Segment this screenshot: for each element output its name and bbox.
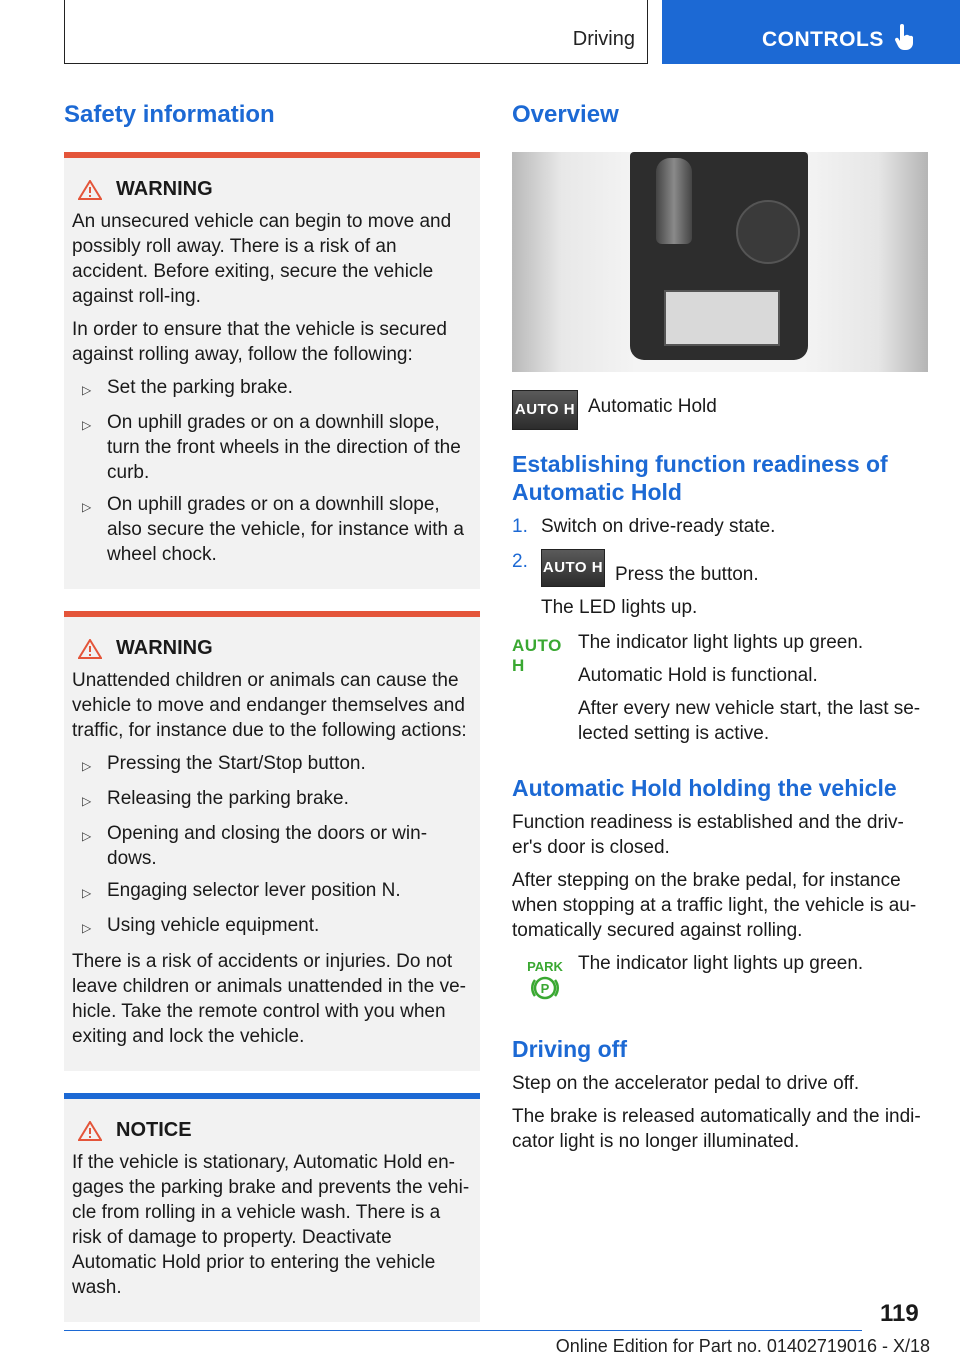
- warning-list: [72, 375, 472, 567]
- warning-title: [72, 637, 472, 660]
- footer-divider: [64, 1330, 862, 1331]
- driving-off-text: Step on the accelerator pedal to drive off.: [512, 1073, 860, 1094]
- list-item-text: Pressing the Start/Stop button.: [107, 753, 366, 774]
- holding-heading: Automatic Hold holding the vehicle: [512, 775, 897, 801]
- overview-heading: Overview: [512, 101, 619, 128]
- warning-text: In order to ensure that the vehicle is secured against rolling away, follow the following:: [72, 319, 447, 365]
- header-chapter-tab: [662, 0, 960, 64]
- list-item-text: Releasing the parking brake.: [107, 788, 349, 809]
- auto-h-indicator-label: AUTO H: [512, 636, 562, 675]
- notice-text: If the vehicle is stationary, Automatic Hold en-gages the parking brake and prevents the vehi-cle from rolling in a vehicle wash. There is a risk of damage to property. Deactivate Automatic Hold prior to entering the vehicle wash.: [72, 1152, 470, 1298]
- warning-box-unattended-children: [64, 611, 480, 1071]
- hand-pointer-icon: [894, 24, 916, 57]
- list-item-text: Set the parking brake.: [107, 377, 293, 398]
- holding-text: After stepping on the brake pedal, for instance when stopping at a traffic light, the vehicle is au-tomatically secured against rolling.: [512, 870, 917, 941]
- driving-off-heading: Driving off: [512, 1036, 627, 1062]
- triangle-bullet-icon: ▷: [82, 383, 92, 397]
- storage-tray: [664, 290, 780, 346]
- warning-text: There is a risk of accidents or injuries. Do not leave children or animals unattended in the ve-hicle. Take the remote control with you when exiting and lock the vehicle.: [72, 951, 466, 1047]
- gear-selector-lever: [656, 158, 692, 244]
- list-item: [82, 878, 472, 906]
- park-symbol: P: [540, 981, 550, 996]
- holding-text: Function readiness is established and the driv-er's door is closed.: [512, 812, 904, 858]
- warning-list: [72, 751, 472, 941]
- warning-triangle-icon: [78, 639, 102, 659]
- header-chapter-title: CONTROLS: [762, 28, 884, 51]
- triangle-bullet-icon: ▷: [82, 794, 92, 808]
- triangle-bullet-icon: ▷: [82, 500, 92, 514]
- list-item: [82, 410, 472, 485]
- indicator-text: The indicator light lights up green.: [578, 953, 864, 974]
- warning-text: Unattended children or animals can cause the vehicle to move and endanger themselves and traffic, for instance due to the following actions:: [72, 670, 467, 741]
- readiness-heading: Establishing function readiness of Automatic Hold: [512, 451, 888, 505]
- notice-title: [72, 1119, 472, 1142]
- indicator-text: Automatic Hold is functional.: [578, 665, 818, 686]
- list-item: [82, 375, 472, 403]
- park-indicator-icon: [512, 951, 578, 1001]
- notice-triangle-icon: [78, 1121, 102, 1141]
- triangle-bullet-icon: ▷: [82, 418, 92, 432]
- left-column: [64, 100, 480, 1322]
- list-item-text: Opening and closing the doors or win-dows.: [107, 823, 428, 869]
- header-left-frame: [64, 0, 648, 64]
- step-number: 1.: [512, 516, 528, 537]
- park-label: PARK: [527, 959, 563, 974]
- warning-label: WARNING: [116, 637, 213, 659]
- notice-box-vehicle-wash: [64, 1093, 480, 1322]
- auto-h-caption: Automatic Hold: [588, 396, 717, 417]
- list-item-text: Engaging selector lever position N.: [107, 880, 401, 901]
- park-indicator-row: [512, 951, 928, 1001]
- list-item-text: Using vehicle equipment.: [107, 915, 320, 936]
- auto-h-indicator-row: [512, 630, 928, 754]
- list-item: [82, 821, 472, 871]
- step-text: Press the button.: [615, 564, 759, 585]
- list-item: [82, 786, 472, 814]
- triangle-bullet-icon: ▷: [82, 759, 92, 773]
- indicator-text: After every new vehicle start, the last se-lected setting is active.: [578, 698, 921, 744]
- footer-edition: Online Edition for Part no. 01402719016 - X/18: [555, 1336, 930, 1356]
- auto-h-button-icon: AUTO H: [512, 390, 578, 430]
- warning-label: WARNING: [116, 178, 213, 200]
- readiness-steps: [512, 514, 928, 620]
- list-item-text: On uphill grades or on a downhill slope, turn the front wheels in the direction of the curb.: [107, 412, 461, 483]
- warning-box-unsecured-vehicle: [64, 152, 480, 589]
- led-text: The LED lights up.: [541, 597, 698, 618]
- step-body: [541, 549, 759, 620]
- page-number: 119: [880, 1300, 919, 1327]
- step-text: Switch on drive-ready state.: [541, 516, 776, 537]
- notice-label: NOTICE: [116, 1119, 192, 1141]
- list-item: [82, 913, 472, 941]
- center-console-photo: [512, 152, 928, 372]
- step-item: [512, 549, 928, 620]
- warning-text: An unsecured vehicle can begin to move and possibly roll away. There is a risk of an accident. Before exiting, secure the vehicle against roll-ing.: [72, 211, 452, 307]
- triangle-bullet-icon: ▷: [82, 921, 92, 935]
- safety-information-heading: Safety information: [64, 101, 275, 128]
- list-item: [82, 751, 472, 779]
- auto-h-button-icon: AUTO H: [541, 549, 605, 587]
- list-item: [82, 492, 472, 567]
- warning-triangle-icon: [78, 180, 102, 200]
- overview-button-row: [512, 390, 928, 430]
- warning-title: [72, 178, 472, 201]
- list-item-text: On uphill grades or on a downhill slope, also secure the vehicle, for instance with a wheel chock.: [107, 494, 464, 565]
- controller-dial: [736, 200, 800, 264]
- driving-off-text: The brake is released automatically and the indi-cator light is no longer illuminated.: [512, 1106, 921, 1152]
- triangle-bullet-icon: ▷: [82, 886, 92, 900]
- indicator-text: The indicator light lights up green.: [578, 632, 864, 653]
- step-item: [512, 514, 928, 539]
- triangle-bullet-icon: ▷: [82, 829, 92, 843]
- auto-h-indicator-icon: [512, 630, 578, 754]
- right-column: [512, 100, 928, 1162]
- header-section-title: Driving: [572, 28, 635, 50]
- step-number: 2.: [512, 551, 528, 572]
